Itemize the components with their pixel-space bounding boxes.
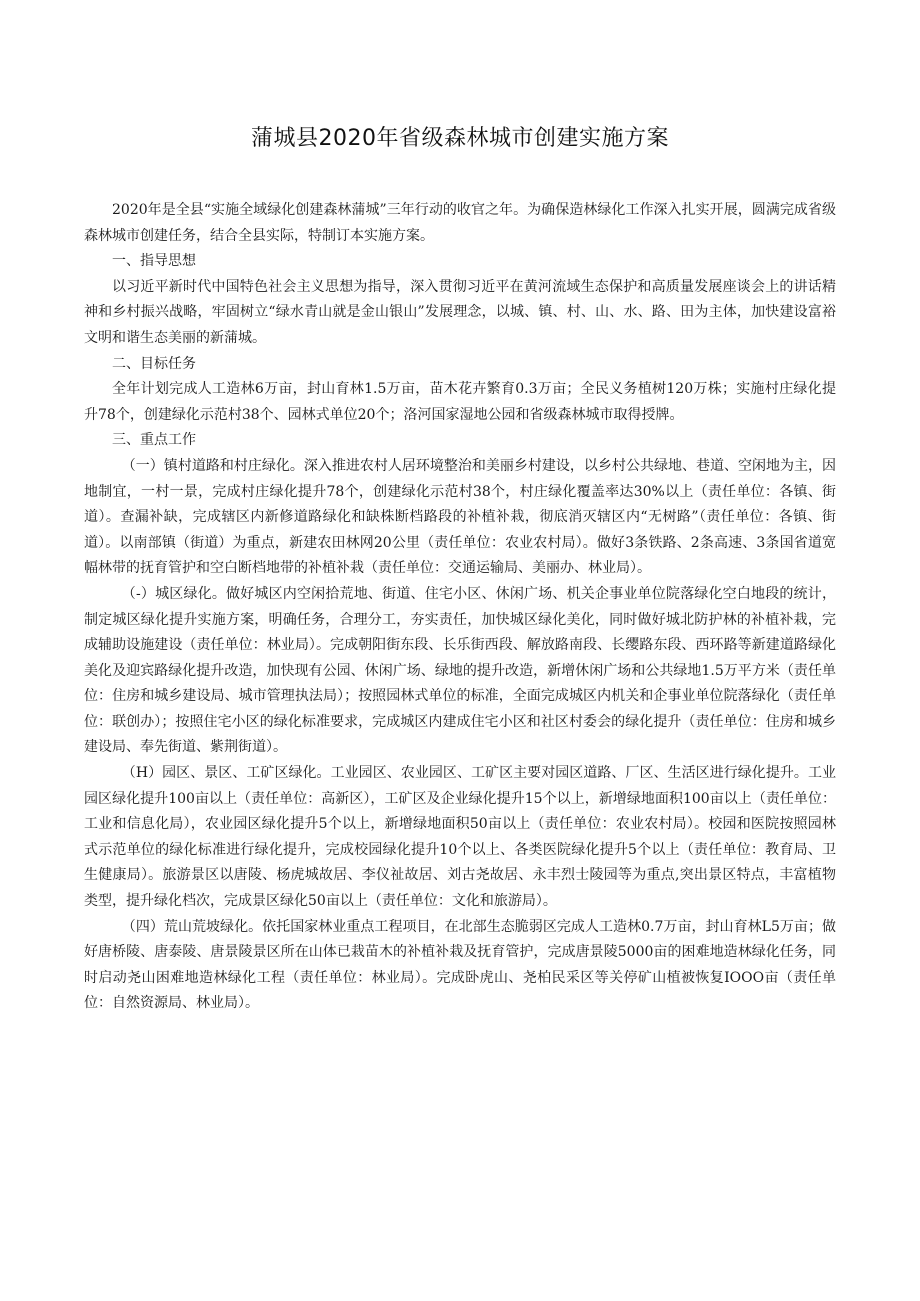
body-paragraph: 全年计划完成人工造林6万亩，封山育林1.5万亩，苗木花卉繁育0.3万亩；全民义务植树120万株；实施村庄绿化提升78个，创建绿化示范村38个、园林式单位20个；洛河国家湿地公园和省级森林城市取得授牌。 xyxy=(84,381,836,423)
subsection-paragraph: （四）荒山荒坡绿化。依托国家林业重点工程项目，在北部生态脆弱区完成人工造林0.7万亩，封山育林L5万亩；做好唐桥陵、唐泰陵、唐景陵景区所在山体已栽苗木的补植补栽及抚育管护，完成唐景陵5000亩的困难地造林绿化任务，同时启动尧山困难地造林绿化工程（责任单位：林业局）。完成卧虎山、尧柏民采区等关停矿山植被恢复IOOO亩（责任单位：自然资源局、林业局）。 xyxy=(84,918,836,1012)
document-title: 蒲城县2020年省级森林城市创建实施方案 xyxy=(251,126,669,151)
body-paragraph: 以习近平新时代中国特色社会主义思想为指导，深入贯彻习近平在黄河流域生态保护和高质量发展座谈会上的讲话精神和乡村振兴战略，牢固树立“绿水青山就是金山银山”发展理念，以城、镇、村、山、水、路、田为主体，加快建设富裕文明和谐生态美丽的新蒲城。 xyxy=(84,278,836,346)
document-body xyxy=(84,198,836,1017)
section-heading: 二、目标任务 xyxy=(112,355,196,372)
subsection-paragraph: （-）城区绿化。做好城区内空闲拾荒地、街道、住宅小区、休闲广场、机关企事业单位院落绿化空白地段的统计，制定城区绿化提升实施方案，明确任务，合理分工，夯实责任，加快城区绿化美化，同时做好城北防护林的补植补栽，完成辅助设施建设（责任单位：林业局）。完成朝阳街东段、长乐街西段、解放路南段、长缨路东段、西环路等新建道路绿化美化及迎宾路绿化提升改造，加快现有公园、休闲广场、绿地的提升改造，新增休闲广场和公共绿地1.5万平方米（责任单位：住房和城乡建设局、城市管理执法局）；按照园林式单位的标准，全面完成城区内机关和企事业单位院落绿化（责任单位：联创办）；按照住宅小区的绿化标准要求，完成城区内建成住宅小区和社区村委会的绿化提升（责任单位：住房和城乡建设局、奉先街道、紫荆街道）。 xyxy=(84,585,836,756)
section-heading: 一、指导思想 xyxy=(112,253,196,270)
section-heading: 三、重点工作 xyxy=(112,432,196,449)
subsection-paragraph: （一）镇村道路和村庄绿化。深入推进农村人居环境整治和美丽乡村建设，以乡村公共绿地、巷道、空闲地为主，因地制宜，一村一景，完成村庄绿化提升78个，创建绿化示范村38个，村庄绿化覆盖率达30%以上（责任单位：各镇、街道）。查漏补缺，完成辖区内新修道路绿化和缺株断档路段的补植补栽，彻底消灭辖区内“无树路”（责任单位：各镇、街道）。以南部镇（街道）为重点，新建农田林网20公里（责任单位：农业农村局）。做好3条铁路、2条高速、3条国省道宽幅林带的抚育管护和空白断档地带的补植补栽（责任单位：交通运输局、美丽办、林业局）。 xyxy=(84,457,836,577)
body-paragraph: 2020年是全县“实施全域绿化创建森林蒲城”三年行动的收官之年。为确保造林绿化工作深入扎实开展，圆满完成省级森林城市创建任务，结合全县实际，特制订本实施方案。 xyxy=(84,202,836,244)
subsection-paragraph: （H）园区、景区、工矿区绿化。工业园区、农业园区、工矿区主要对园区道路、厂区、生活区进行绿化提升。工业园区绿化提升100亩以上（责任单位：高新区），工矿区及企业绿化提升15个以上，新增绿地面积100亩以上（责任单位：工业和信息化局），农业园区绿化提升5个以上，新增绿地面积50亩以上（责任单位：农业农村局）。校园和医院按照园林式示范单位的绿化标准进行绿化提升，完成校园绿化提升10个以上、各类医院绿化提升5个以上（责任单位：教育局、卫生健康局）。旅游景区以唐陵、杨虎城故居、李仪祉故居、刘古尧故居、永丰烈士陵园等为重点,突出景区特点，丰富植物类型，提升绿化档次，完成景区绿化50亩以上（责任单位：文化和旅游局）。 xyxy=(84,765,836,910)
